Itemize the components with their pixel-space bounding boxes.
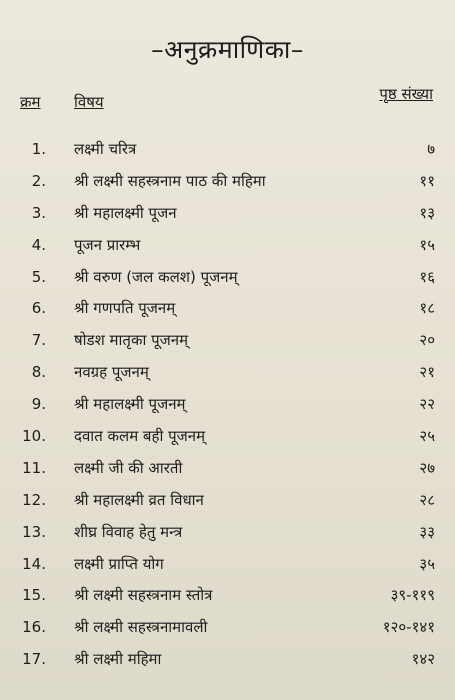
row-page-number: १२०-१४१ [382,618,435,637]
row-number: 5. [31,267,46,286]
row-page-number: २७ [419,458,435,477]
contents-row [0,393,455,425]
contents-row [0,553,455,585]
row-page-number: ११ [419,171,435,190]
contents-row [0,138,455,170]
header-page-count: पृष्ठ संख्या [379,85,433,103]
contents-row [0,202,455,234]
row-number: 13. [22,522,46,541]
contents-row [0,489,455,521]
row-topic: श्री लक्ष्मी सहस्त्रनामावली [74,618,208,637]
row-number: 14. [22,554,46,573]
row-topic: श्री वरुण (जल कलश) पूजनम् [74,267,238,286]
contents-row [0,648,455,680]
row-topic: नवग्रह पूजनम् [74,363,149,382]
row-page-number: ७ [427,140,435,158]
row-page-number: २८ [419,490,435,509]
row-page-number: २५ [419,427,435,446]
row-number: 8. [31,363,46,382]
row-number: 17. [22,650,46,669]
row-topic: श्री लक्ष्मी महिमा [74,650,162,669]
row-number: 9. [31,395,46,414]
row-page-number: १४२ [411,650,435,669]
row-topic: लक्ष्मी चरित्र [74,140,137,158]
row-topic: श्री लक्ष्मी सहस्त्रनाम पाठ की महिमा [74,171,266,190]
contents-row [0,521,455,553]
row-page-number: ३९-११९ [390,586,435,605]
row-number: 10. [22,427,46,446]
row-page-number: १३ [419,203,435,222]
contents-row [0,297,455,329]
row-number: 4. [31,235,46,254]
row-number: 3. [31,203,46,222]
row-number: 1. [31,140,46,158]
row-page-number: ३५ [419,554,435,573]
contents-row [0,361,455,393]
header-number: क्रम [20,93,41,111]
row-topic: षोडश मातृका पूजनम् [74,331,189,350]
contents-row [0,170,455,202]
row-topic: श्री गणपति पूजनम् [74,299,176,318]
contents-row [0,329,455,361]
row-number: 11. [22,458,46,477]
row-number: 6. [31,299,46,318]
row-page-number: १८ [419,299,435,318]
row-page-number: १५ [419,235,435,254]
row-topic: पूजन प्रारम्भ [74,235,141,254]
row-topic: श्री महालक्ष्मी व्रत विधान [74,490,204,509]
header-subject: विषय [74,93,104,111]
row-topic: लक्ष्मी प्राप्ति योग [74,554,164,573]
row-topic: श्री महालक्ष्मी पूजन [74,203,177,222]
row-topic: श्री लक्ष्मी सहस्त्रनाम स्तोत्र [74,586,213,605]
row-number: 15. [22,586,46,605]
row-number: 16. [22,618,46,637]
contents-row [0,457,455,489]
row-number: 2. [31,171,46,190]
row-topic: श्री महालक्ष्मी पूजनम् [74,395,186,414]
row-page-number: २१ [419,363,435,382]
contents-row [0,234,455,266]
row-page-number: २२ [419,395,435,414]
row-topic: शीघ्र विवाह हेतु मन्त्र [74,522,183,541]
row-page-number: २० [419,331,435,350]
contents-row [0,584,455,616]
contents-row [0,616,455,648]
contents-list [0,138,455,680]
row-topic: लक्ष्मी जी की आरती [74,458,183,477]
row-topic: दवात कलम बही पूजनम् [74,427,206,446]
row-number: 12. [22,490,46,509]
contents-row [0,425,455,457]
contents-row [0,266,455,298]
row-page-number: ३३ [419,522,435,541]
row-page-number: १६ [419,267,435,286]
row-number: 7. [31,331,46,350]
page-title: –अनुक्रमाणिका– [151,35,304,64]
